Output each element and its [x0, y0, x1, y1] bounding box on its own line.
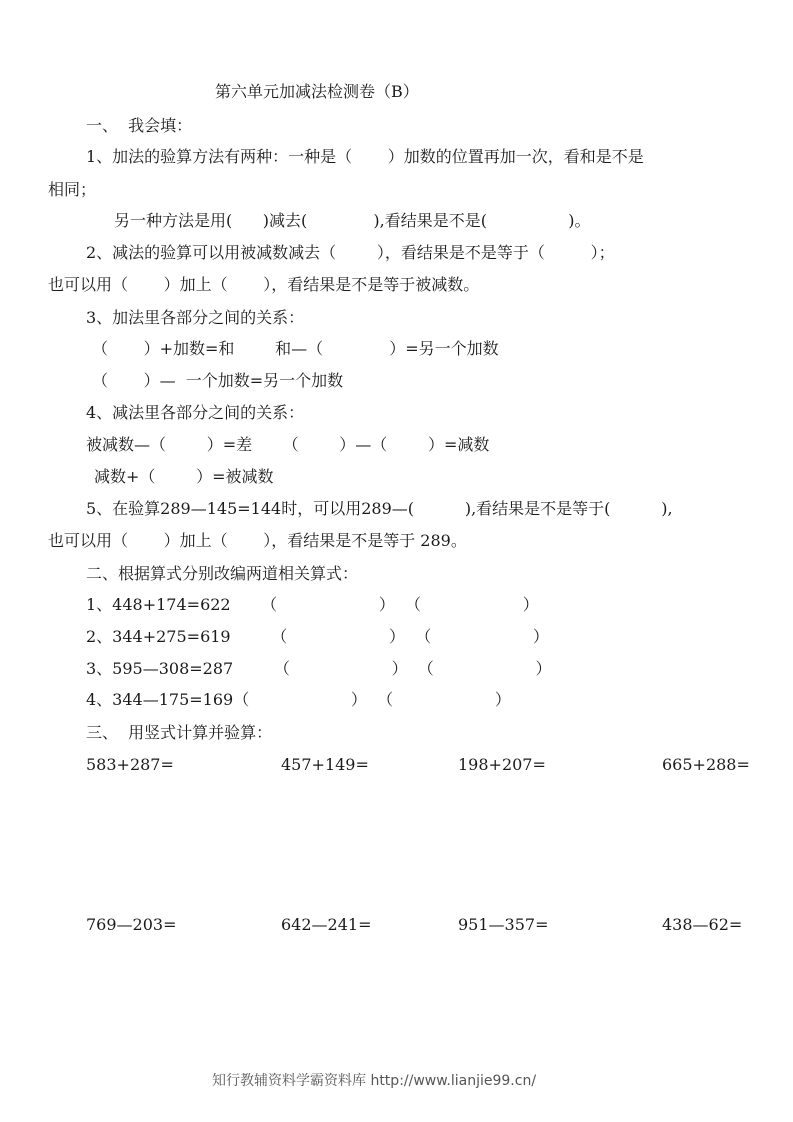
q1-line1: 1、加法的验算方法有两种：一种是（ ）加数的位置再加一次，看和是不是 — [86, 147, 644, 166]
section3-heading: 三、 用竖式计算并验算： — [86, 723, 273, 742]
calc-problem: 457+149= — [281, 755, 369, 774]
q4-heading: 4、减法里各部分之间的关系： — [86, 403, 305, 422]
q4-line1: 被减数—（ ）=差 （ ）—（ ）=减数 — [86, 435, 490, 454]
section2-item: 4、344—175=169（ ） （ ） — [86, 690, 511, 709]
q3-line1: （ ）+加数=和 和—（ ）=另一个加数 — [92, 339, 499, 358]
q2-line2: 也可以用（ ）加上（ ），看结果是不是等于被减数。 — [48, 275, 480, 294]
q5-line2: 也可以用（ ）加上（ ），看结果是不是等于 289。 — [48, 531, 467, 550]
q5-line1: 5、在验算289—145=144时，可以用289—( ),看结果是不是等于( ), — [86, 499, 673, 518]
calc-problem: 438—62= — [662, 915, 743, 934]
page-title: 第六单元加减法检测卷（B） — [215, 82, 419, 101]
section2-item: 3、595—308=287 （ ） （ ） — [86, 659, 552, 678]
q1-line3: 另一种方法是用( )减去( ),看结果是不是( )。 — [114, 211, 591, 230]
calc-problem: 951—357= — [458, 915, 549, 934]
section2-item: 1、448+174=622 （ ） （ ） — [86, 595, 539, 614]
calc-problem: 665+288= — [662, 755, 750, 774]
q2-line1: 2、减法的验算可以用被减数减去（ ），看结果是不是等于（ ）； — [86, 243, 615, 262]
section1-heading: 一、 我会填： — [86, 116, 193, 135]
q3-heading: 3、加法里各部分之间的关系： — [86, 308, 305, 327]
q3-line2: （ ）— 一个加数=另一个加数 — [92, 371, 344, 390]
calc-problem: 769—203= — [86, 915, 177, 934]
section2-item: 2、344+275=619 （ ） （ ） — [86, 627, 549, 646]
section2-heading: 二、根据算式分别改编两道相关算式： — [86, 564, 359, 583]
calc-problem: 583+287= — [86, 755, 174, 774]
q4-line2: 减数+（ ）=被减数 — [94, 467, 274, 486]
calc-problem: 642—241= — [281, 915, 372, 934]
calc-problem: 198+207= — [458, 755, 546, 774]
page-footer: 知行教辅资料学霸资料库 http://www.lianjie99.cn/ — [212, 1073, 537, 1089]
q1-line2: 相同； — [48, 180, 97, 199]
